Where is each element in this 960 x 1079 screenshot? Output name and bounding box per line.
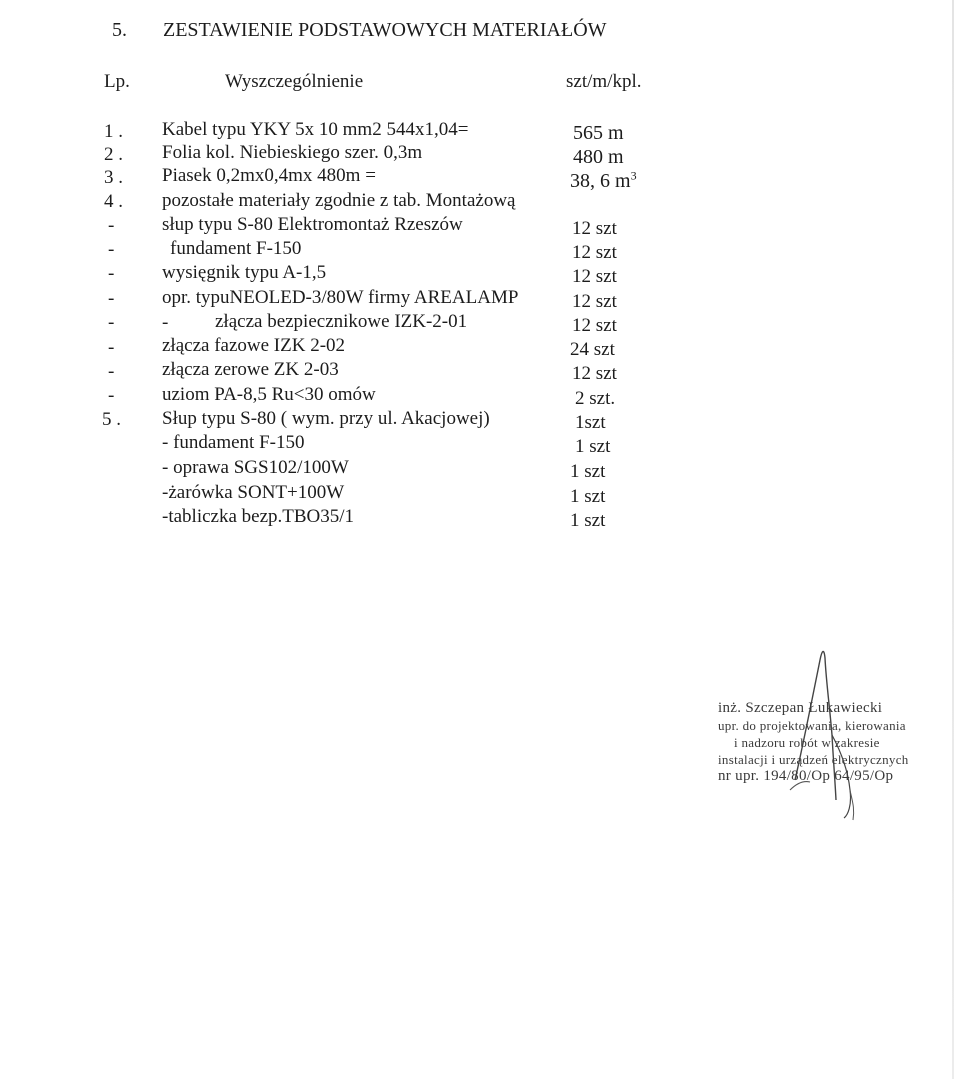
stamp-line: instalacji i urządzeń elektrycznych bbox=[718, 752, 909, 767]
item-quantity: 565 m bbox=[573, 122, 624, 144]
item-description: złącza zerowe ZK 2-03 bbox=[162, 359, 339, 380]
item-lp: - bbox=[108, 337, 115, 358]
item-quantity: 12 szt bbox=[572, 363, 617, 384]
item-description: złącza bezpiecznikowe IZK-2-01 bbox=[215, 311, 468, 332]
item-quantity: 1 szt bbox=[570, 486, 606, 507]
item-quantity: 1szt bbox=[575, 412, 606, 433]
item-quantity: 1 szt bbox=[570, 510, 606, 531]
item-description: pozostałe materiały zgodnie z tab. Montażową bbox=[162, 190, 516, 211]
item-lp: 3 . bbox=[104, 167, 123, 188]
item-lp: - bbox=[108, 361, 115, 382]
item-quantity: 24 szt bbox=[570, 339, 615, 360]
item-description: uziom PA-8,5 Ru<30 omów bbox=[162, 384, 376, 405]
stamp-line: i nadzoru robót w zakresie bbox=[734, 735, 880, 750]
item-quantity: 2 szt. bbox=[575, 388, 616, 409]
header-description: Wyszczególnienie bbox=[225, 71, 364, 92]
item-lp: - bbox=[108, 385, 115, 406]
item-lp: - bbox=[108, 215, 115, 236]
item-description: słup typu S-80 Elektromontaż Rzeszów bbox=[162, 214, 463, 235]
item-lp: - bbox=[108, 263, 115, 284]
item-description: - oprawa SGS102/100W bbox=[162, 457, 349, 478]
stamp-line: upr. do projektowania, kierowania bbox=[718, 718, 906, 733]
stamp-line: inż. Szczepan Łukawiecki bbox=[718, 700, 883, 716]
item-quantity: 1 szt bbox=[570, 461, 606, 482]
engineer-stamp bbox=[718, 700, 948, 785]
item-quantity: 12 szt bbox=[572, 266, 617, 287]
item-description: opr. typuNEOLED-3/80W firmy AREALAMP bbox=[162, 287, 519, 308]
item-quantity: 1 szt bbox=[575, 436, 611, 457]
item-lp: - bbox=[108, 312, 115, 333]
item-lp: - bbox=[108, 288, 115, 309]
header-lp: Lp. bbox=[104, 71, 130, 92]
stamp-line: nr upr. 194/80/Op 64/95/Op bbox=[718, 768, 894, 784]
item-description: Folia kol. Niebieskiego szer. 0,3m bbox=[162, 142, 423, 163]
item-description: Piasek 0,2mx0,4mx 480m = bbox=[162, 165, 376, 186]
item-description: złącza fazowe IZK 2-02 bbox=[162, 335, 346, 356]
item-lp: 1 . bbox=[104, 121, 123, 142]
header-unit: szt/m/kpl. bbox=[566, 71, 642, 92]
item-quantity-value: 38, 6 m bbox=[570, 170, 631, 192]
item-description: - fundament F-150 bbox=[162, 432, 305, 453]
item-quantity-exponent: 3 bbox=[630, 168, 637, 183]
item-lp: - bbox=[108, 239, 115, 260]
item-description: fundament F-150 bbox=[170, 238, 302, 259]
page-edge bbox=[952, 0, 954, 1079]
item-description: wysięgnik typu A-1,5 bbox=[162, 262, 327, 283]
item-description: Kabel typu YKY 5x 10 mm2 544x1,04= bbox=[162, 119, 469, 140]
item-subdash: - bbox=[162, 312, 169, 333]
section-title: ZESTAWIENIE PODSTAWOWYCH MATERIAŁÓW bbox=[163, 19, 607, 41]
item-quantity bbox=[570, 169, 637, 193]
item-quantity: 480 m bbox=[573, 146, 624, 168]
item-lp: 5 . bbox=[102, 409, 121, 430]
item-lp: 2 . bbox=[104, 144, 123, 165]
item-lp: 4 . bbox=[104, 191, 123, 212]
section-number: 5. bbox=[112, 19, 127, 41]
item-quantity: 12 szt bbox=[572, 218, 617, 239]
item-description: Słup typu S-80 ( wym. przy ul. Akacjowej) bbox=[162, 408, 490, 429]
item-quantity: 12 szt bbox=[572, 291, 617, 312]
item-description: -żarówka SONT+100W bbox=[162, 482, 345, 503]
item-quantity: 12 szt bbox=[572, 315, 617, 336]
item-quantity: 12 szt bbox=[572, 242, 617, 263]
item-description: -tabliczka bezp.TBO35/1 bbox=[162, 506, 355, 527]
